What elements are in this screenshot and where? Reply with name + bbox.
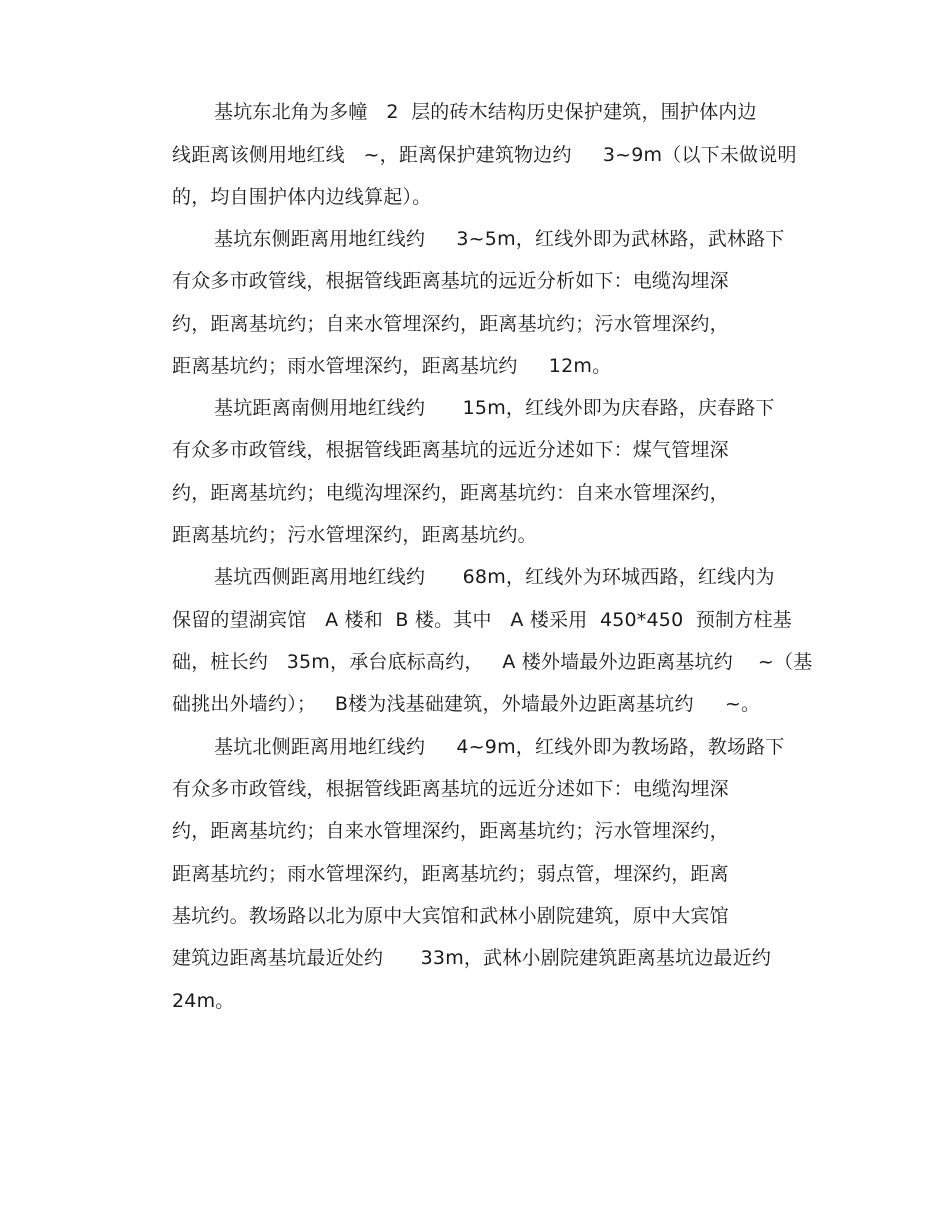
- paragraph-1-line-1: 基坑东北角为多幢 2 层的砖木结构历史保护建筑，围护体内边: [214, 101, 757, 123]
- paragraph-1-line-2: 线距离该侧用地红线 ~，距离保护建筑物边约 3~9m（以下未做说明: [172, 144, 797, 166]
- paragraph-5-line-5: 基坑约。教场路以北为原中大宾馆和武林小剧院建筑，原中大宾馆: [172, 905, 729, 927]
- paragraph-3-line-4: 距离基坑约；污水管埋深约，距离基坑约。: [172, 524, 537, 546]
- paragraph-2-line-3: 约，距离基坑约；自来水管埋深约，距离基坑约；污水管埋深约，: [172, 313, 729, 335]
- paragraph-1-line-3: 的，均自围护体内边线算起）。: [172, 186, 432, 208]
- paragraph-2-line-1: 基坑东侧距离用地红线约 3~5m，红线外即为武林路，武林路下: [214, 228, 785, 250]
- paragraph-4-line-1: 基坑西侧距离用地红线约 68m，红线外为环城西路，红线内为: [214, 566, 775, 588]
- paragraph-5-line-7: 24m。: [172, 990, 235, 1012]
- paragraph-5-line-3: 约，距离基坑约；自来水管埋深约，距离基坑约；污水管埋深约，: [172, 820, 729, 842]
- paragraph-3-line-2: 有众多市政管线，根据管线距离基坑的远近分述如下：煤气管埋深: [172, 439, 729, 461]
- paragraph-4-line-3: 础，桩长约 35m，承台底标高约， A 楼外墙最外边距离基坑约 ~（基: [172, 651, 813, 673]
- paragraph-4-line-4: 础挑出外墙约）； B楼为浅基础建筑，外墙最外边距离基坑约 ~。: [172, 693, 761, 715]
- paragraph-2-line-4: 距离基坑约；雨水管埋深约，距离基坑约 12m。: [172, 355, 612, 377]
- paragraph-4-line-2: 保留的望湖宾馆 A 楼和 B 楼。其中 A 楼采用 450*450 预制方柱基: [172, 609, 792, 631]
- paragraph-5-line-6: 建筑边距离基坑最近处约 33m，武林小剧院建筑距离基坑边最近约: [172, 947, 772, 969]
- paragraph-5-line-4: 距离基坑约；雨水管埋深约，距离基坑约；弱点管，埋深约，距离: [172, 863, 729, 885]
- paragraph-2-line-2: 有众多市政管线，根据管线距离基坑的远近分析如下：电缆沟埋深: [172, 270, 729, 292]
- paragraph-5-line-1: 基坑北侧距离用地红线约 4~9m，红线外即为教场路，教场路下: [214, 736, 785, 758]
- paragraph-3-line-3: 约，距离基坑约；电缆沟埋深约，距离基坑约：自来水管埋深约，: [172, 482, 729, 504]
- paragraph-5-line-2: 有众多市政管线，根据管线距离基坑的远近分述如下：电缆沟埋深: [172, 778, 729, 800]
- paragraph-3-line-1: 基坑距离南侧用地红线约 15m，红线外即为庆春路，庆春路下: [214, 397, 775, 419]
